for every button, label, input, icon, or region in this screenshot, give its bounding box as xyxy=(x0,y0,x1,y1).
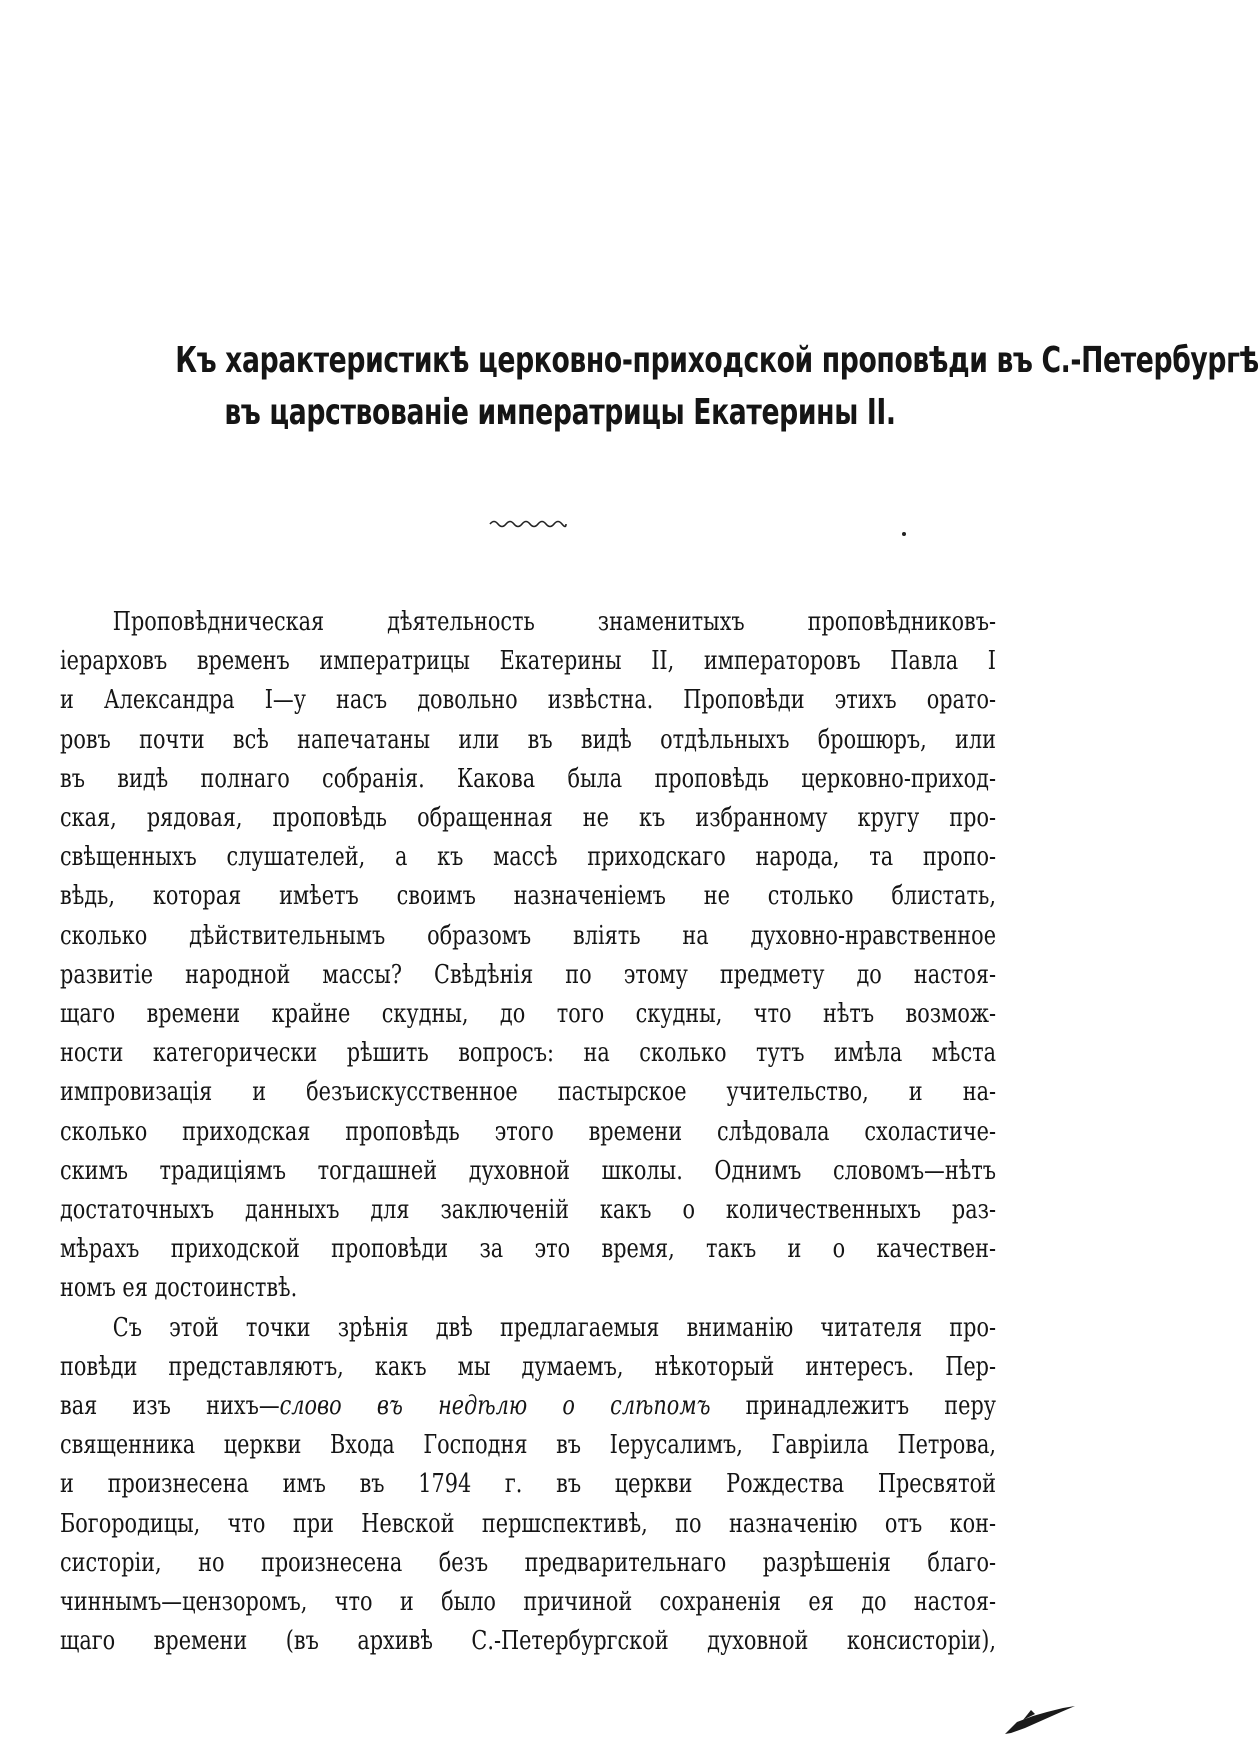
text-line: вѣдь, которая имѣетъ своимъ назначеніемъ не столько блистать, xyxy=(60,881,996,912)
ornament-divider xyxy=(488,516,568,530)
text-line: свѣщенныхъ слушателей, а къ массѣ приходскаго народа, та пропо- xyxy=(60,842,996,873)
text-line: мѣрахъ приходской проповѣди за это время, такъ и о качествен- xyxy=(60,1234,996,1265)
ink-speck xyxy=(902,532,906,536)
text-fragment: вая изъ нихъ— xyxy=(60,1391,280,1422)
paragraph-2 xyxy=(60,1309,996,1662)
text-line: импровизація и безъискусственное пастырское учительство, и на- xyxy=(60,1077,996,1108)
title-line-1: Къ характеристикѣ церковно-приходской проповѣди въ С.-Петербургѣ xyxy=(175,340,1259,381)
text-line: ская, рядовая, проповѣдь обращенная не къ избранному кругу про- xyxy=(60,803,996,834)
text-line: скимъ традиціямъ тогдашней духовной школы. Однимъ словомъ—нѣтъ xyxy=(60,1155,996,1186)
text-line: щаго времени крайне скудны, до того скудны, что нѣтъ возмож- xyxy=(60,999,996,1030)
text-line: щаго времени (въ архивѣ С.-Петербургской духовной консисторіи), xyxy=(60,1626,996,1657)
title-line-2: въ царствованіе императрицы Екатерины II. xyxy=(224,392,896,433)
pen-mark xyxy=(1003,1700,1078,1736)
sermon-title-italic: слово въ недѣлю о слѣпомъ xyxy=(279,1391,711,1422)
text-fragment: принадлежитъ перу xyxy=(710,1391,997,1422)
text-line: развитіе народной массы? Свѣдѣнія по этому предмету до настоя- xyxy=(60,959,996,990)
text-line: повѣди представляютъ, какъ мы думаемъ, нѣкоторый интересъ. Пер- xyxy=(60,1351,996,1382)
text-line: номъ ея достоинствѣ. xyxy=(60,1273,298,1304)
text-line: и Александра I—у насъ довольно извѣстна. Проповѣди этихъ орато- xyxy=(60,685,996,716)
text-line: чиннымъ—цензоромъ, что и было причиной сохраненія ея до настоя- xyxy=(60,1587,996,1618)
text-line: въ видѣ полнаго собранія. Какова была проповѣдь церковно-приход- xyxy=(60,763,996,794)
text-line: Проповѣдническая дѣятельность знаменитыхъ проповѣдниковъ- xyxy=(112,607,997,637)
text-line: достаточныхъ данныхъ для заключеній какъ о количественныхъ раз- xyxy=(60,1195,996,1226)
text-line: іерарховъ временъ императрицы Екатерины II, императоровъ Павла I xyxy=(60,646,996,677)
text-line: сколько дѣйствительнымъ образомъ вліять на духовно-нравственное xyxy=(60,920,996,951)
text-line: Богородицы, что при Невской першспективѣ, по назначенію отъ кон- xyxy=(60,1508,996,1539)
paragraph-1 xyxy=(60,603,996,1309)
text-line: священника церкви Входа Господня въ Іерусалимъ, Гавріила Петрова, xyxy=(60,1430,996,1461)
text-line: систоріи, но произнесена безъ предварительнаго разрѣшенія благо- xyxy=(60,1547,996,1578)
text-line: Съ этой точки зрѣнія двѣ предлагаемыя вниманію читателя про- xyxy=(112,1312,997,1343)
text-line-with-italic xyxy=(60,1387,996,1426)
text-line: ровъ почти всѣ напечатаны или въ видѣ отдѣльныхъ брошюръ, или xyxy=(60,724,996,755)
text-line: и произнесена имъ въ 1794 г. въ церкви Рождества Пресвятой xyxy=(60,1469,996,1500)
text-line: ности категорически рѣшить вопросъ: на сколько тутъ имѣла мѣста xyxy=(60,1038,996,1069)
body-text xyxy=(60,603,996,1661)
text-line: сколько приходская проповѣдь этого времени слѣдовала схоластиче- xyxy=(60,1116,996,1147)
article-title xyxy=(175,335,1259,439)
